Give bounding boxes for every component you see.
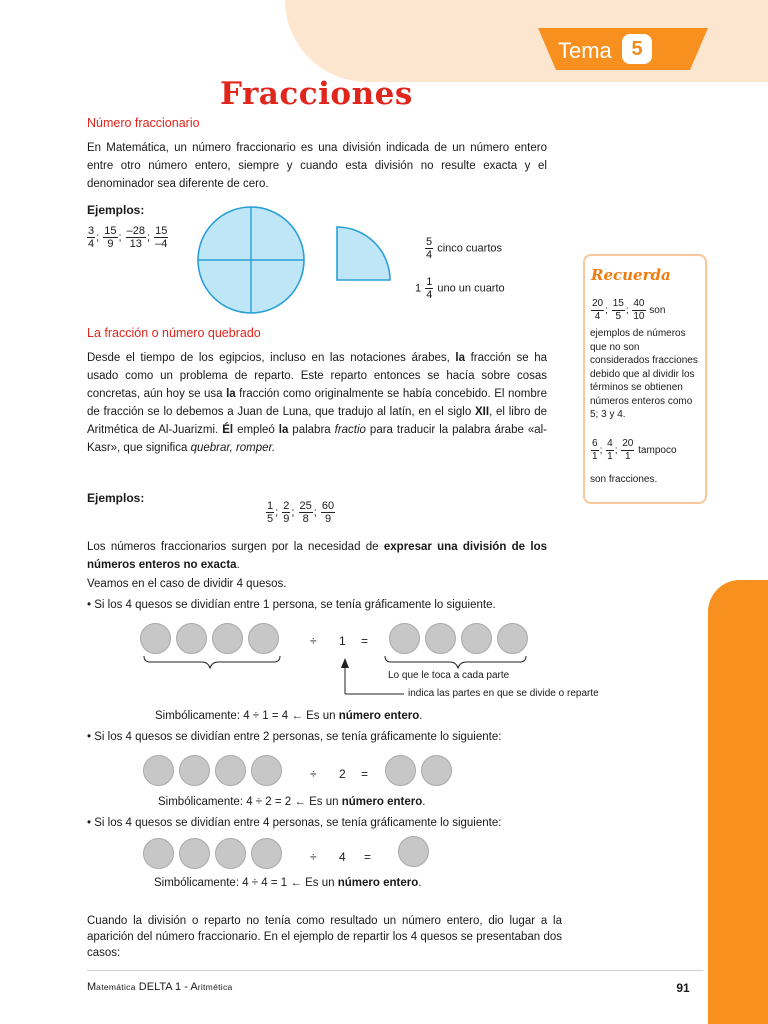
divide-sign-2: ÷ — [310, 767, 317, 781]
example-fraction: $\frac{60}{9}$ — [321, 500, 335, 525]
quarter-circle-figure — [335, 225, 395, 285]
example-fraction: $\frac{25}{8}$ — [299, 500, 312, 525]
whole-circle-figure — [196, 205, 306, 315]
page-number: 91 — [665, 976, 701, 1000]
equals-sign-1: = — [361, 634, 369, 648]
recuerda-text: ejemplos de números que no son considerados fracciones debido que al dividir los términos se obtienen números enteros como 5; 3 y 4. — [590, 328, 698, 420]
cheese — [251, 755, 282, 786]
cheese — [215, 838, 246, 869]
recuerda-title: Recuerda — [591, 266, 671, 284]
label-indica-partes: indica las partes en que se divide o reparte — [408, 688, 599, 699]
cheese — [143, 755, 174, 786]
section-heading-fraccion-quebrado: La fracción o número quebrado — [87, 326, 261, 340]
cheese — [398, 836, 429, 867]
example-fraction: $\frac{3}{4}$ — [88, 225, 95, 250]
label-lo-que-le-toca: Lo que le toca a cada parte — [388, 670, 510, 681]
cheese-group-3-result — [398, 836, 434, 870]
cheese-group-2 — [143, 755, 287, 789]
case2-text: • Si los 4 quesos se dividían entre 2 personas, se tenía gráficamente lo siguiente: — [87, 731, 502, 743]
symbolic-line-3: Simbólicamente: 4 ÷ 4 = 1 ← Es un número entero. — [154, 877, 422, 889]
cheese — [251, 838, 282, 869]
footer-divider — [87, 970, 703, 971]
side-band — [708, 580, 768, 1024]
section-heading-numero-fraccionario: Número fraccionario — [87, 116, 200, 130]
example-fraction: $\frac{-28}{13}$ — [126, 225, 145, 250]
case1-text: • Si los 4 quesos se dividían entre 1 persona, se tenía gráficamente lo siguiente. — [87, 599, 496, 611]
cheese-group-3 — [143, 838, 287, 872]
recuerda-son-fracciones: son fracciones. — [590, 474, 658, 485]
tema-label: Tema — [558, 38, 612, 63]
example-fraction: $\frac{15}{-4}$ — [155, 225, 168, 250]
examples-label-1: Ejemplos: — [87, 203, 145, 217]
divisor-1: 1 — [339, 634, 346, 648]
recuerda-fractions-2: $\frac{6}{1}$ ; $\frac{4}{1}$ ; $\frac{20}{1}$ tampoco — [592, 438, 677, 462]
section1-paragraph: En Matemática, un número fraccionario es una división indicada de un número entero entre otro número entero, siempre y cuando esta división no resulte exacta y el denominador sea diferente de cero. — [87, 142, 547, 190]
page-title: Fracciones — [220, 76, 413, 112]
footer-book-title: Matemática DELTA 1 - Aritmética — [87, 981, 233, 993]
cheese — [179, 755, 210, 786]
section2-paragraph: Desde el tiempo de los egipcios, incluso en las notaciones árabes, la fracción se ha usado como un problema de reparto. Este reparto entonces se hacía sobre cosas concretas, aún hoy se usa la fracción como originalmente se había concebido. El nombre de fracción se lo debemos a Juan de Luna, que tradujo al latín, en el siglo XII, el libro de Aritmética de Al-Juarizmi. Él empleó la palabra fractio para traducir la palabra árabe «al-Kasr», que significa quebrar, romper. — [87, 352, 547, 454]
symbolic-line-2: Simbólicamente: 4 ÷ 2 = 2 ← Es un número entero. — [158, 796, 426, 808]
tema-number: 5 — [622, 34, 652, 64]
examples-list-2: $\frac{1}{5}$ ; $\frac{2}{9}$ ; $\frac{25}{8}$ ; $\frac{60}{9}$ — [267, 500, 335, 525]
veamos-line: Veamos en el caso de dividir 4 quesos. — [87, 578, 287, 590]
symbolic-line-1: Simbólicamente: 4 ÷ 1 = 4 ← Es un número entero. — [155, 710, 423, 722]
example-fraction: $\frac{2}{9}$ — [283, 500, 290, 525]
divisor-2: 2 — [339, 767, 346, 781]
section3-intro: Los números fraccionarios surgen por la necesidad de expresar una división de los números enteros no exacta. — [87, 541, 547, 571]
cheese — [385, 755, 416, 786]
label-uno-un-cuarto: 1 $\frac{1}{4}$ uno un cuarto — [415, 276, 505, 301]
examples-list-1: $\frac{3}{4}$ ; $\frac{15}{9}$ ; $\frac{-28}{13}$ ; $\frac{15}{-4}$ — [88, 225, 168, 250]
label-cinco-cuartos: $\frac{5}{4}$ cinco cuartos — [426, 236, 502, 261]
divide-sign-3: ÷ — [310, 850, 317, 864]
case3-text: • Si los 4 quesos se dividían entre 4 personas, se tenía gráficamente lo siguiente: — [87, 817, 502, 829]
divide-sign-1: ÷ — [310, 634, 317, 648]
divisor-3: 4 — [339, 850, 346, 864]
example-fraction: $\frac{15}{9}$ — [104, 225, 117, 250]
cheese — [421, 755, 452, 786]
cheese-group-2-result — [385, 755, 457, 789]
equals-sign-2: = — [361, 767, 369, 781]
closing-paragraph: Cuando la división o reparto no tenía como resultado un número entero, dio lugar a la aparición del número fraccionario. En el ejemplo de repartir los 4 quesos se presentaban dos casos: — [87, 915, 562, 959]
example-fraction: $\frac{1}{5}$ — [267, 500, 274, 525]
equals-sign-3: = — [364, 850, 372, 864]
cheese — [215, 755, 246, 786]
cheese — [143, 838, 174, 869]
cheese — [179, 838, 210, 869]
recuerda-fractions-1: $\frac{20}{4}$ ; $\frac{15}{5}$ ; $\frac{40}{10}$ son — [592, 298, 666, 322]
examples-label-2: Ejemplos: — [87, 491, 145, 505]
